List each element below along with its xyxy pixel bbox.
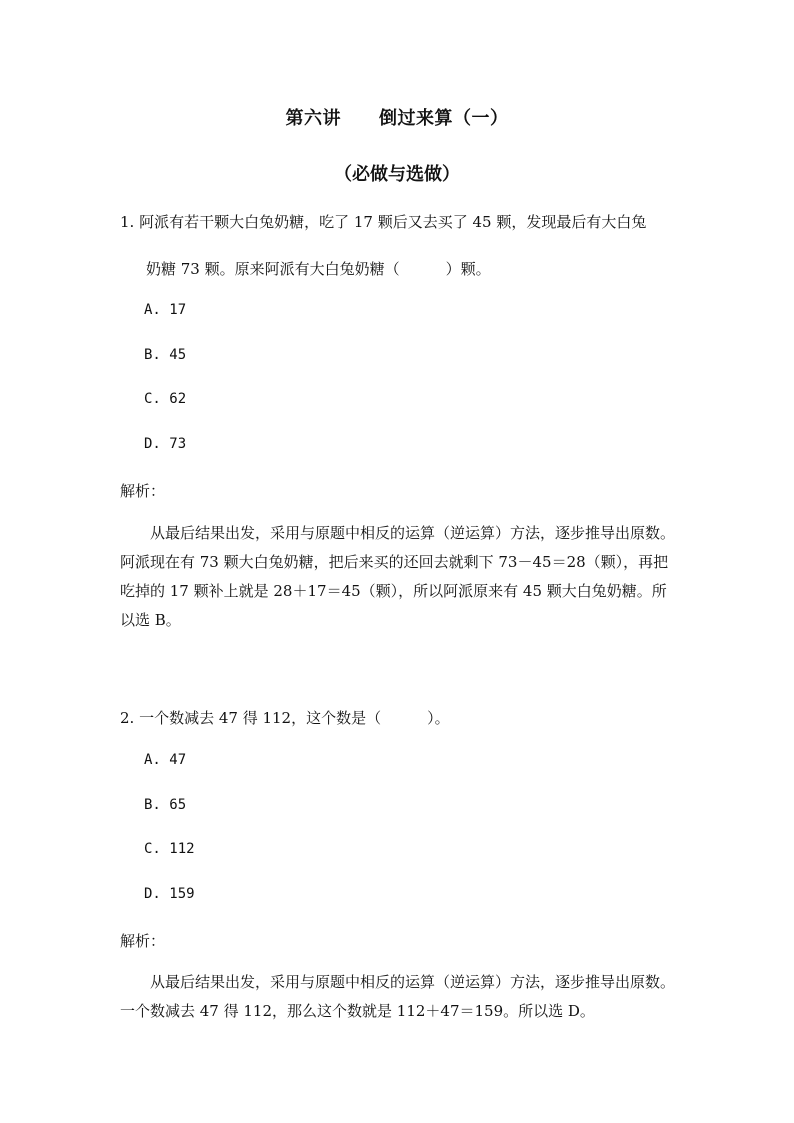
- lecture-topic: 倒过来算（一）: [379, 108, 509, 129]
- question-1-stem: 奶糖 73 颗。原来阿派有大白兔奶糖（: [146, 260, 400, 278]
- question-2-option-a: A. 47: [144, 752, 187, 768]
- question-1-text-line-1: 1. 阿派有若干颗大白兔奶糖，吃了 17 颗后又去买了 45 颗，发现最后有大白兔: [120, 213, 647, 231]
- question-2-option-b: B. 65: [144, 797, 187, 813]
- lecture-number: 第六讲: [285, 108, 341, 129]
- question-1-stem-end: ）颗。: [445, 260, 491, 278]
- question-1-option-b: B. 45: [144, 347, 187, 363]
- question-1-analysis: [120, 519, 680, 635]
- question-2-stem: 2. 一个数减去 47 得 112，这个数是（: [120, 709, 382, 727]
- question-1-option-c: C. 62: [144, 391, 187, 407]
- question-1-option-a: A. 17: [144, 302, 187, 318]
- lecture-title: [0, 104, 794, 130]
- section-subtitle: （必做与选做）: [334, 164, 460, 185]
- question-2-text-line-1: [120, 707, 450, 728]
- question-2-analysis: [120, 968, 680, 1026]
- question-2-option-c: C. 112: [144, 841, 195, 857]
- question-2-stem-end: ）。: [427, 709, 450, 727]
- question-1-analysis-label: 解析：: [120, 482, 166, 500]
- question-2-analysis-text: 从最后结果出发，采用与原题中相反的运算（逆运算）方法，逐步推导出原数。一个数减去 47 得 112，那么这个数就是 112＋47＝159。所以选 D。: [120, 973, 676, 1020]
- question-2-analysis-label: 解析：: [120, 932, 166, 950]
- question-2-option-d: D. 159: [144, 886, 195, 902]
- question-1-text-line-2: [146, 258, 491, 279]
- question-1-analysis-text: 从最后结果出发，采用与原题中相反的运算（逆运算）方法，逐步推导出原数。阿派现在有 73 颗大白兔奶糖，把后来买的还回去就剩下 73－45＝28（颗），再把吃掉的 17 颗补上就是 28＋17＝45（颗），所以阿派原来有 45 颗大白兔奶糖。所以选 B。: [120, 524, 676, 629]
- question-1-option-d: D. 73: [144, 436, 187, 452]
